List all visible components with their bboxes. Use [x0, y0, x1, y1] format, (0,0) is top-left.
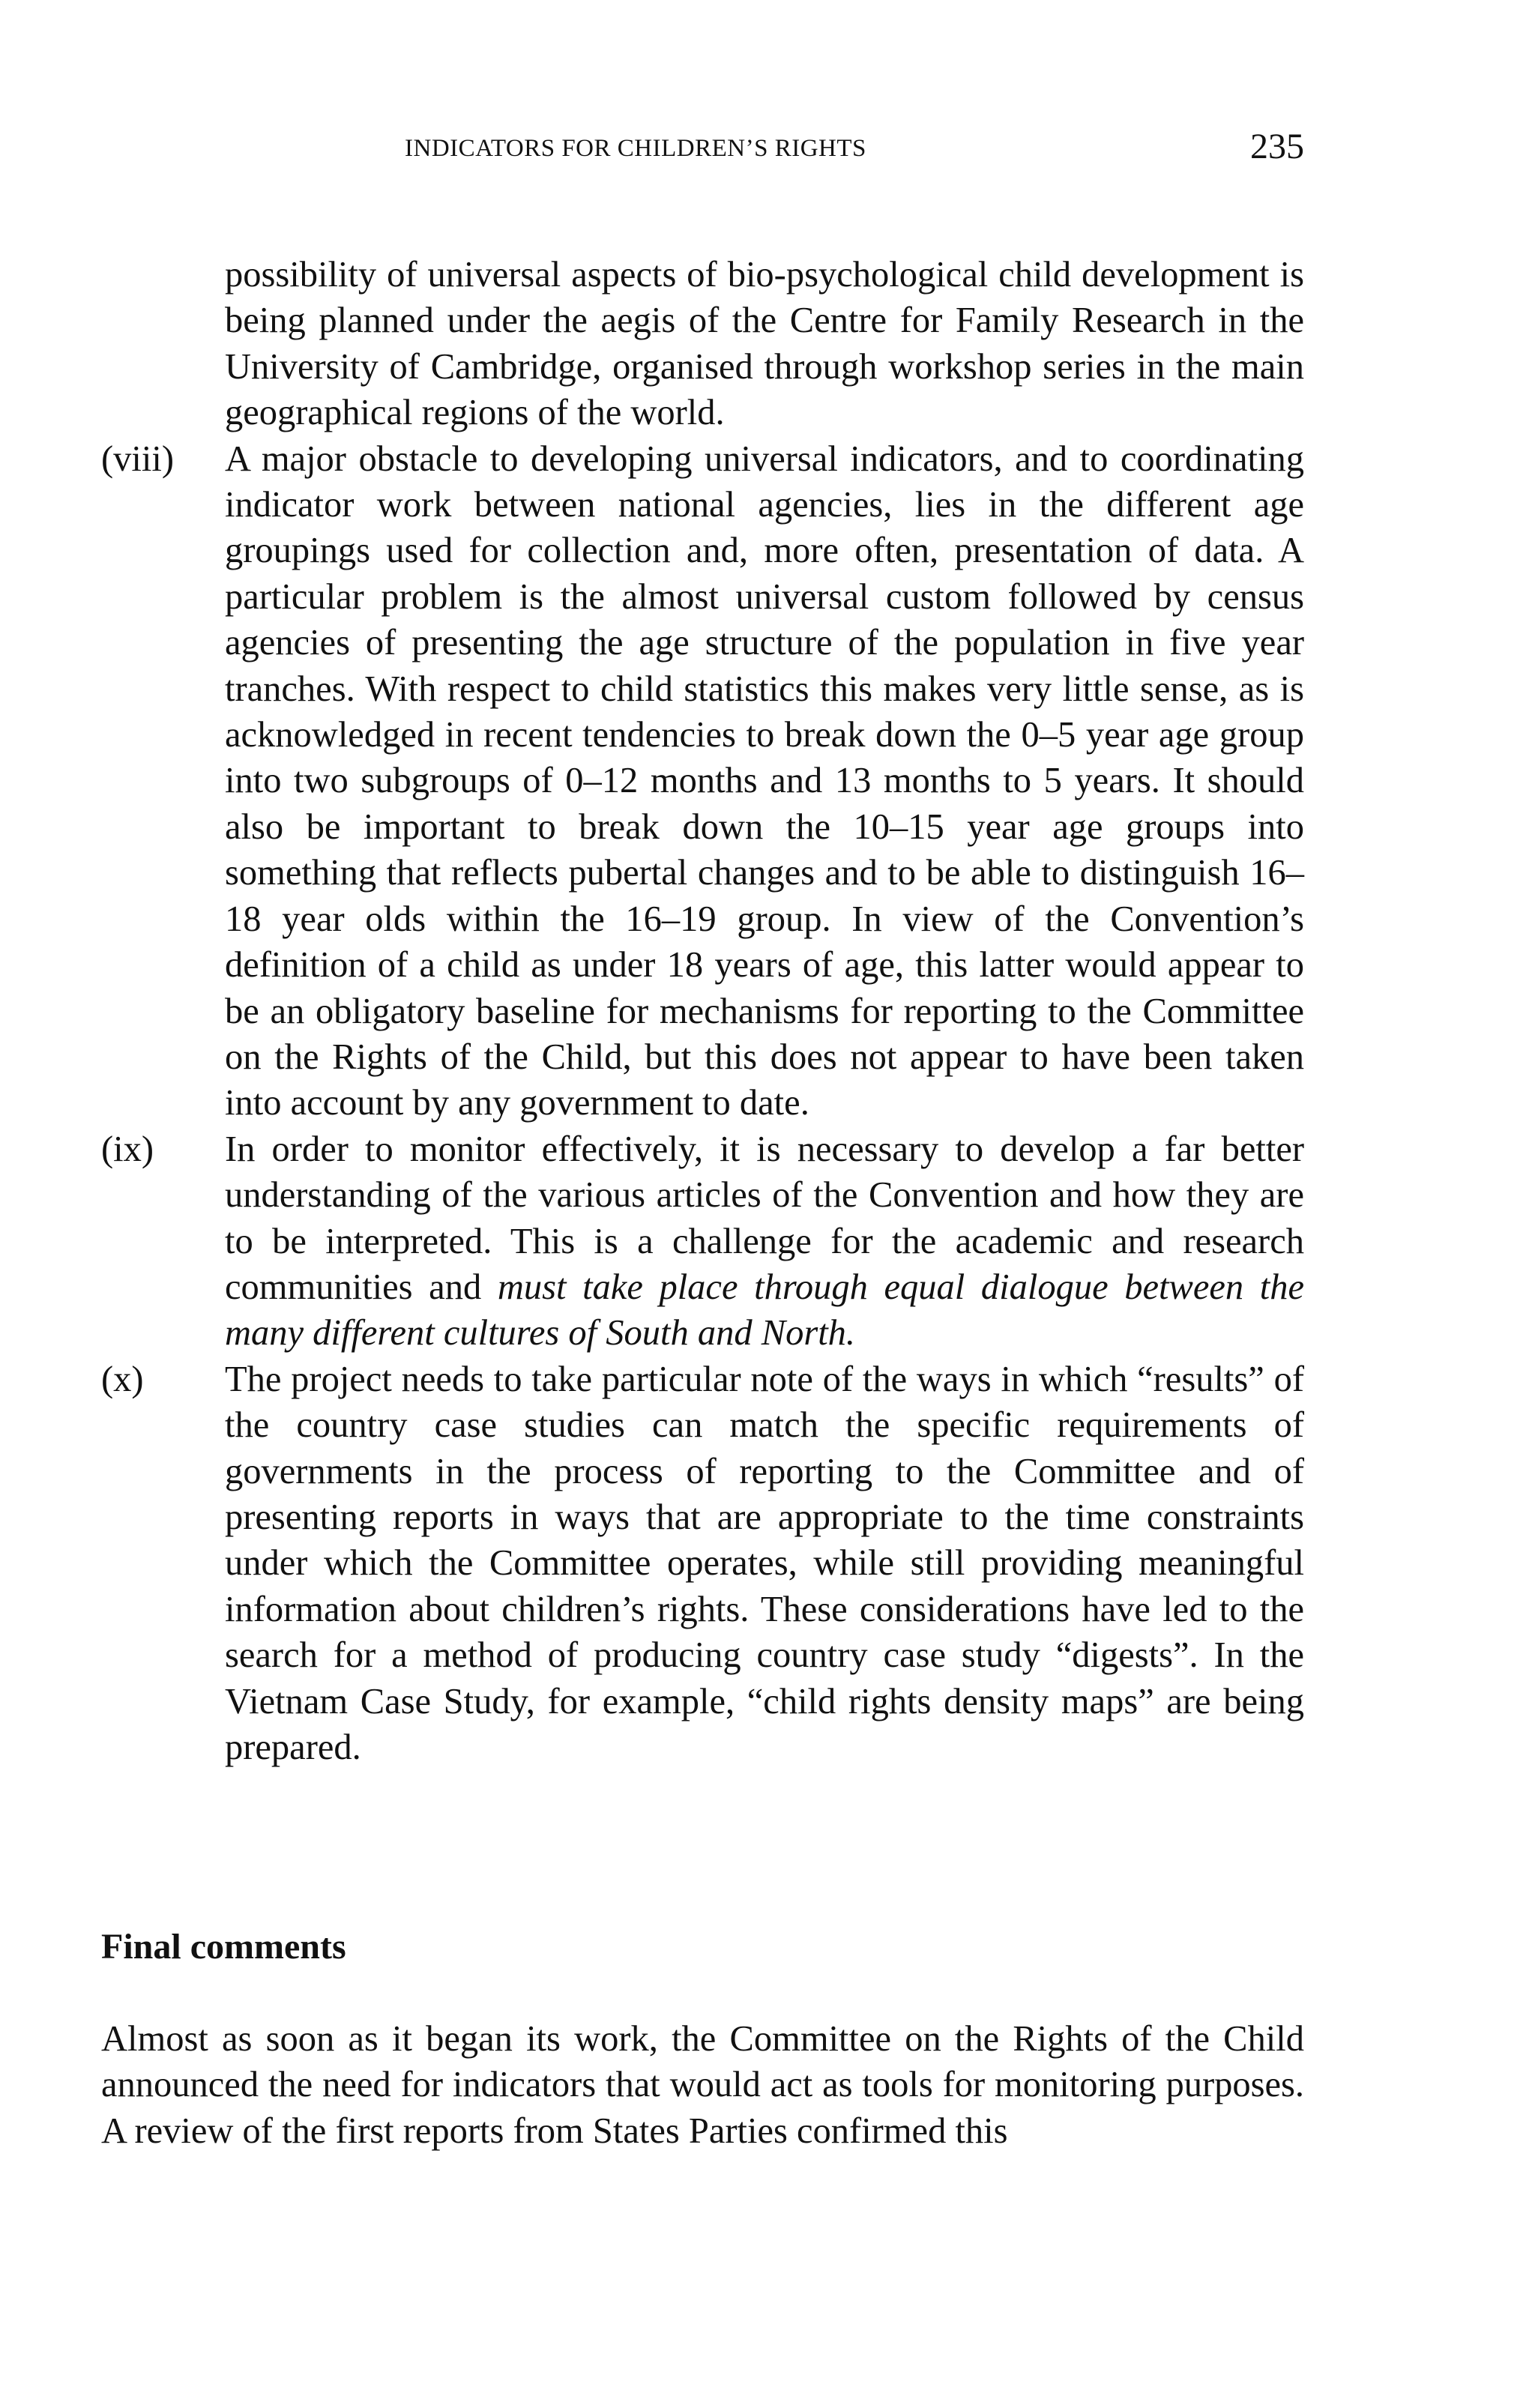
list-marker: (ix)	[101, 1129, 154, 1169]
list-item-text: In order to monitor effectively, it is necessary to develop a far better understanding of the various articles of the Convention and how they are to be interpreted. This is a challenge for the academic and research communities and	[225, 1129, 1304, 1307]
list-item-text: possibility of universal aspects of bio-psychological child development is being planned under the aegis of the Centre for Family Research in the University of Cambridge, organised through workshop series in the main geographical regions of the world.	[225, 255, 1304, 433]
list-item-ix	[101, 1126, 1304, 1357]
body-paragraph: Almost as soon as it began its work, the Committee on the Rights of the Child announced the need for indicators that would act as tools for monitoring purposes. A review of the first reports from States Parties confirmed this	[101, 2019, 1304, 2151]
emphasized-text: must take place through equal dialogue between the many different cultures of South and North.	[225, 1267, 1304, 1354]
list-item-viii	[101, 436, 1304, 1126]
list-marker: (viii)	[101, 438, 174, 479]
list-item-text-container	[225, 1126, 1304, 1357]
numbered-list	[101, 252, 1304, 1770]
list-item-text: The project needs to take particular note of the ways in which “results” of the country case studies can match the specific requirements of governments in the process of reporting to the Committee and of presenting reports in ways that are appropriate to the time constraints under which the Committee operates, while still providing meaningful information about children’s rights. These considerations have led to the search for a method of producing country case study “digests”. In the Vietnam Case Study, for example, “child rights density maps” are being prepared.	[225, 1359, 1304, 1767]
section-heading: Final comments	[101, 1927, 346, 1967]
list-item-x	[101, 1357, 1304, 1771]
list-marker: (x)	[101, 1359, 144, 1399]
running-title: INDICATORS FOR CHILDREN’S RIGHTS	[405, 135, 866, 162]
page-number: 235	[1250, 127, 1304, 166]
list-item-text: A major obstacle to developing universal indicators, and to coordinating indicator work between national agencies, lies in the different age groupings used for collection and, more often, presentation of data. A particular problem is the almost universal custom followed by census agencies of presenting the age structure of the population in five year tranches. With respect to child statistics this makes very little sense, as is acknowledged in recent tendencies to break down the 0–5 year age group into two subgroups of 0–12 months and 13 months to 5 years. It should also be important to break down the 10–15 year age groups into something that reflects pubertal changes and to be able to distinguish 16–18 year olds within the 16–19 group. In view of the Convention’s definition of a child as under 18 years of age, this latter would appear to be an obligatory baseline for mechanisms for reporting to the Committee on the Rights of the Child, but this does not appear to have been taken into account by any government to date.	[225, 438, 1304, 1123]
list-item-continuation	[101, 252, 1304, 436]
